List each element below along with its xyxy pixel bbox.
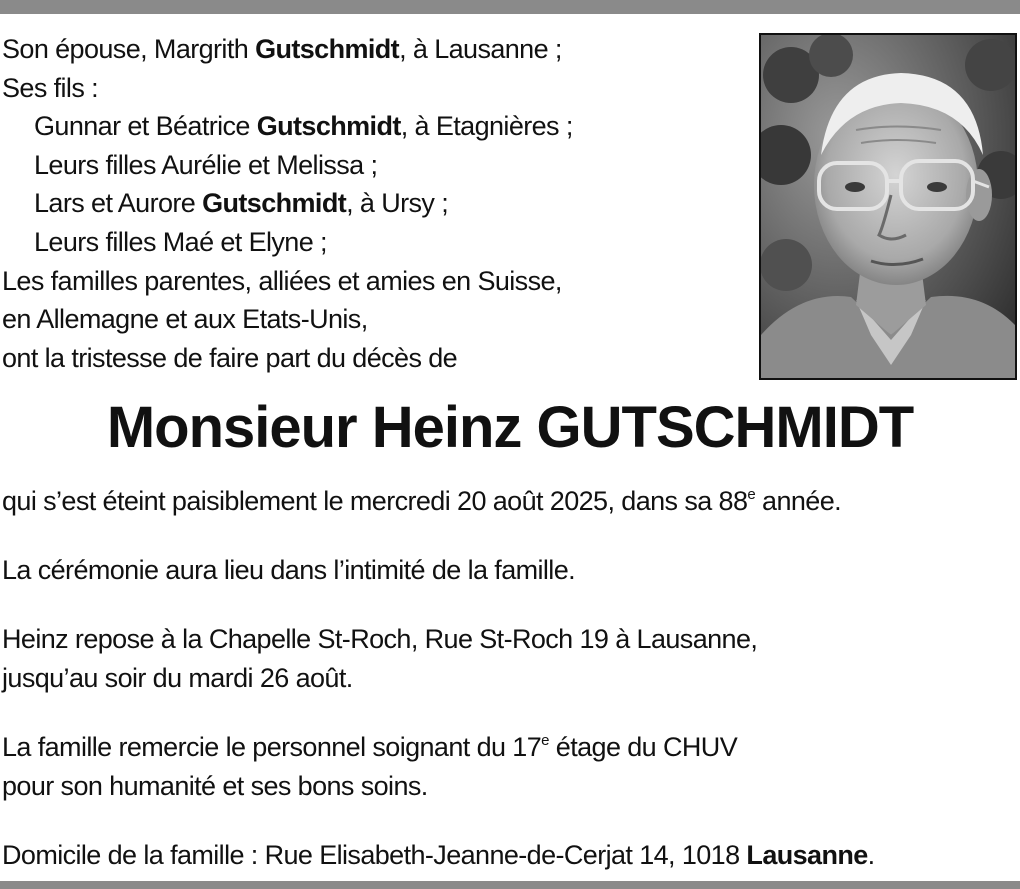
bottom-rule <box>0 881 1020 889</box>
surname: Gutschmidt <box>202 188 347 219</box>
family-line-countries: en Allemagne et aux Etats-Unis, <box>2 304 368 335</box>
top-rule <box>0 0 1020 14</box>
surname: Gutschmidt <box>255 34 400 64</box>
text: Gunnar et Béatrice <box>34 111 257 142</box>
portrait-image <box>761 35 1015 378</box>
repose-notice <box>2 620 757 697</box>
ceremony-notice: La cérémonie aura lieu dans l’intimité de la famille. <box>2 555 576 585</box>
text: , à Etagnières ; <box>400 111 573 142</box>
text: étage du CHUV <box>548 732 738 762</box>
superscript: e <box>747 486 756 503</box>
thanks-notice <box>2 728 737 805</box>
text: . <box>867 840 875 870</box>
family-line-announcement: ont la tristesse de faire part du décès de <box>2 342 458 373</box>
thanks-line-2: pour son humanité et ses bons soins. <box>2 770 428 801</box>
portrait-photo <box>759 33 1017 380</box>
repose-line-2: jusqu’au soir du mardi 26 août. <box>2 662 353 693</box>
deceased-name: Monsieur Heinz GUTSCHMIDT <box>106 395 914 460</box>
superscript: e <box>541 732 549 749</box>
family-line-son-lars <box>2 184 742 223</box>
surname: Gutschmidt <box>256 111 401 142</box>
thanks-line-1 <box>2 728 737 767</box>
family-line-relatives: Les familles parentes, alliées et amies en Suisse, <box>2 265 562 296</box>
text: La famille remercie le personnel soignant du 17 <box>2 732 542 762</box>
family-line-son-gunnar <box>2 107 742 146</box>
family-line-spouse <box>2 30 742 69</box>
family-list <box>2 30 742 377</box>
repose-line-1: Heinz repose à la Chapelle St-Roch, Rue St-Roch 19 à Lausanne, <box>2 624 758 654</box>
city: Lausanne <box>746 840 868 870</box>
text: , à Lausanne ; <box>399 34 562 64</box>
text: Son épouse, Margrith <box>2 34 256 64</box>
death-notice <box>2 482 841 521</box>
text: , à Ursy ; <box>346 188 449 219</box>
family-line-sons: Ses fils : <box>2 72 99 103</box>
text: année. <box>755 486 842 516</box>
family-line-granddaughters-2: Leurs filles Maé et Elyne ; <box>34 226 327 257</box>
text: Domicile de la famille : Rue Elisabeth-Jeanne-de-Cerjat 14, 1018 <box>2 840 747 870</box>
domicile-notice <box>2 836 875 875</box>
family-line-granddaughters-1: Leurs filles Aurélie et Melissa ; <box>34 149 378 180</box>
text: qui s’est éteint paisiblement le mercredi 20 août 2025, dans sa 88 <box>2 486 748 516</box>
text: Lars et Aurore <box>34 188 203 219</box>
